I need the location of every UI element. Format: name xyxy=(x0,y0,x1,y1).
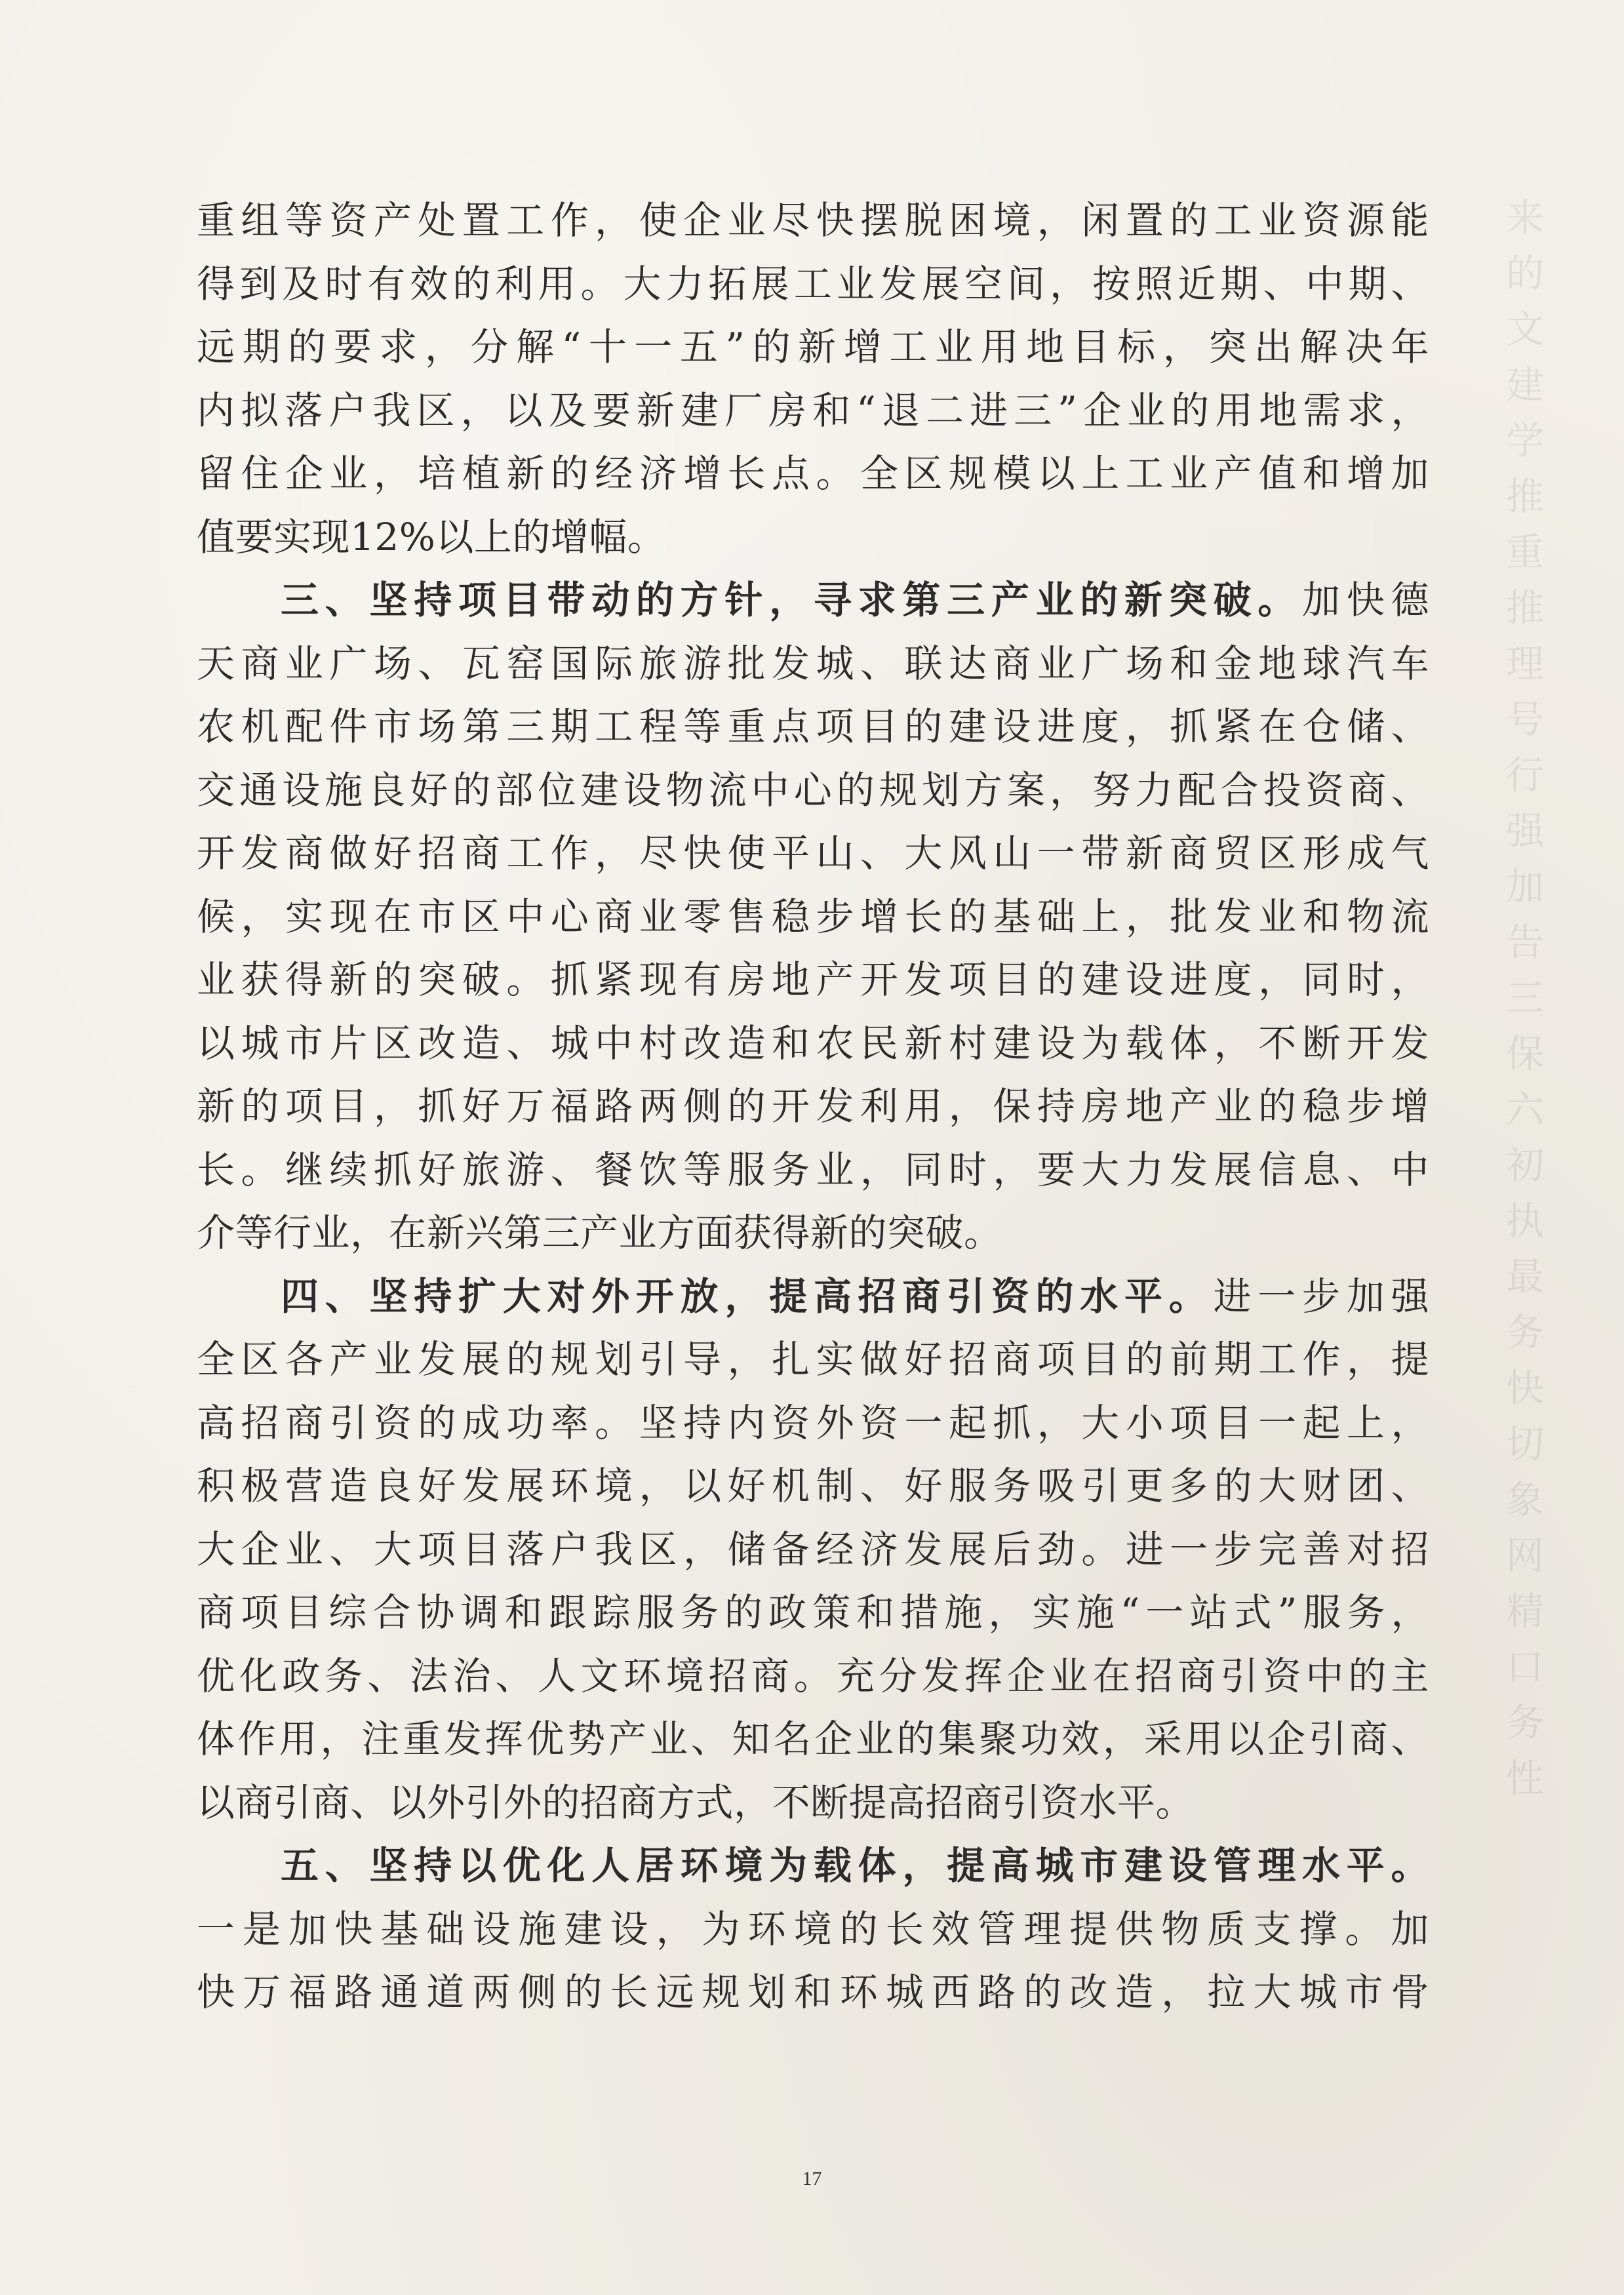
section-5-first-line xyxy=(197,1834,1429,1898)
section-4-line: 全区各产业发展的规划引导，扎实做好招商项目的前期工作，提 xyxy=(197,1337,1429,1382)
section-3-line: 介等行业，在新兴第三产业方面获得新的突破。 xyxy=(197,1210,1002,1255)
section-3-line: 农机配件市场第三期工程等重点项目的建设进度，抓紧在仓储、 xyxy=(197,704,1429,749)
bleed-through-text: 来 的 文 建 学 推 重 推 理 号 行 强 加 告 三 保 六 初 执 最 务 快 切 象 网 精 口 务 性 xyxy=(1506,195,1546,1801)
section-4-first-line xyxy=(197,1265,1429,1328)
paragraph-line: 远期的要求，分解“十一五”的新增工业用地目标，突出解决年 xyxy=(197,325,1429,369)
section-4-line: 优化政务、法治、人文环境招商。充分发挥企业在招商引资中的主 xyxy=(197,1653,1429,1698)
page-number: 17 xyxy=(802,2168,822,2189)
paragraph-line: 得到及时有效的利用。大力拓展工业发展空间，按照近期、中期、 xyxy=(197,261,1429,306)
section-3-line: 天商业广场、瓦窑国际旅游批发城、联达商业广场和金地球汽车 xyxy=(197,641,1429,686)
section-4-line: 商项目综合协调和跟踪服务的政策和措施，实施“一站式”服务， xyxy=(197,1590,1429,1635)
section-4-line: 体作用，注重发挥优势产业、知名企业的集聚功效，采用以企引商、 xyxy=(197,1717,1429,1761)
section-3-first-line xyxy=(197,569,1429,632)
section-3-line: 交通设施良好的部位建设物流中心的规划方案，努力配合投资商、 xyxy=(197,767,1429,812)
paragraph-line: 留住企业，培植新的经济增长点。全区规模以上工业产值和增加 xyxy=(197,451,1429,496)
section-4-line: 大企业、大项目落户我区，储备经济发展后劲。进一步完善对招 xyxy=(197,1527,1429,1572)
section-4-heading: 四、坚持扩大对外开放，提高招商引资的水平。 xyxy=(281,1273,1214,1319)
section-3-line: 以城市片区改造、城中村改造和农民新村建设为载体，不断开发 xyxy=(197,1020,1429,1066)
paragraph-line: 内拟落户我区，以及要新建厂房和“退二进三”企业的用地需求， xyxy=(197,388,1429,433)
section-4-line: 高招商引资的成功率。坚持内资外资一起抓，大小项目一起上， xyxy=(197,1400,1429,1445)
section-5-heading: 五、坚持以优化人居环境为载体，提高城市建设管理水平。 xyxy=(281,1843,1429,1888)
section-4-first-line-rest: 进一步加强 xyxy=(1213,1273,1429,1319)
section-3-line: 候，实现在市区中心商业零售稳步增长的基础上，批发业和物流 xyxy=(197,894,1429,939)
section-3-heading: 三、坚持项目带动的方针，寻求第三产业的新突破。 xyxy=(281,578,1302,622)
section-4-line: 积极营造良好发展环境，以好机制、好服务吸引更多的大财团、 xyxy=(197,1464,1429,1508)
section-5-line: 快万福路通道两侧的长远规划和环城西路的改造，拉大城市骨 xyxy=(197,1970,1429,2014)
document-body xyxy=(197,189,1429,2024)
paragraph-line: 值要实现12%以上的增幅。 xyxy=(197,514,666,559)
section-3-line: 新的项目，抓好万福路两侧的开发利用，保持房地产业的稳步增 xyxy=(197,1084,1429,1128)
section-3-first-line-rest: 加快德 xyxy=(1302,578,1429,622)
section-3-line: 开发商做好招商工作，尽快使平山、大风山一带新商贸区形成气 xyxy=(197,831,1429,875)
section-5-line: 一是加快基础设施建设，为环境的长效管理提供物质支撑。加 xyxy=(197,1906,1429,1951)
paragraph-line: 重组等资产处置工作，使企业尽快摆脱困境，闲置的工业资源能 xyxy=(197,198,1429,243)
section-3-line: 业获得新的突破。抓紧现有房地产开发项目的建设进度，同时， xyxy=(197,957,1429,1002)
section-3-line: 长。继续抓好旅游、餐饮等服务业，同时，要大力发展信息、中 xyxy=(197,1147,1429,1192)
section-4-line: 以商引商、以外引外的招商方式，不断提高招商引资水平。 xyxy=(197,1780,1195,1825)
